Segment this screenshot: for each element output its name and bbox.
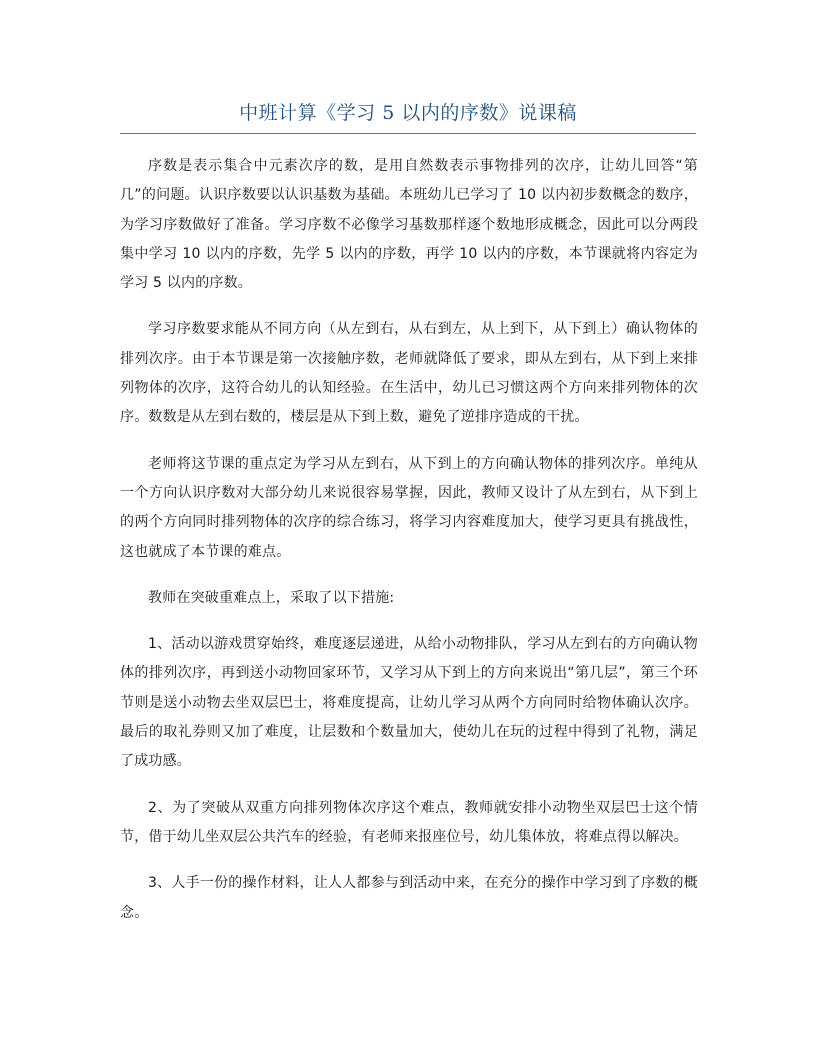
paragraph-intro: 序数是表示集合中元素次序的数，是用自然数表示事物排列的次序，让幼儿回答“第几”的问题。认识序数要以认识基数为基础。本班幼儿已学习了 10 以内初步数概念的数序，为学习序数做好了准备。学习序数不必像学习基数那样逐个数地形成概念，因此可以分两段集中学习 10 以内的序数，先学 5 以内的序数，再学 10 以内的序数，本节课就将内容定为学习 5 以内的序数。 <box>120 158 698 292</box>
paragraph-direction: 学习序数要求能从不同方向（从左到右，从右到左，从上到下，从下到上）确认物体的排列次序。由于本节课是第一次接触序数，老师就降低了要求，即从左到右，从下到上来排列物体的次序，这符合幼儿的认知经验。在生活中，幼儿已习惯这两个方向来排列物体的次序。数数是从左到右数的，楼层是从下到上数，避免了逆排序造成的干扰。 <box>120 321 698 426</box>
document-title: 中班计算《学习 5 以内的序数》说课稿 <box>239 102 577 124</box>
title-underline <box>120 133 696 134</box>
document-body <box>120 152 698 945</box>
paragraph-measure-2: 2、为了突破从双重方向排列物体次序这个难点，教师就安排小动物坐双层巴士这个情节，借于幼儿坐双层公共汽车的经验，有老师来报座位号，幼儿集体放，将难点得以解决。 <box>120 799 698 845</box>
paragraph-measure-3: 3、人手一份的操作材料，让人人都参与到活动中来，在充分的操作中学习到了序数的概念。 <box>120 875 698 921</box>
paragraph-measures-intro: 教师在突破重难点上，采取了以下措施: <box>148 589 395 606</box>
paragraph-key-points: 老师将这节课的重点定为学习从左到右，从下到上的方向确认物体的排列次序。单纯从一个方向认识序数对大部分幼儿来说很容易掌握，因此，教师又设计了从左到右，从下到上的两个方向同时排列物体的次序的综合练习，将学习内容难度加大，使学习更具有挑战性，这也就成了本节课的难点。 <box>120 455 698 560</box>
paragraph-measure-1: 1、活动以游戏贯穿始终，难度逐层递进，从给小动物排队，学习从左到右的方向确认物体的排列次序，再到送小动物回家环节，又学习从下到上的方向来说出“第几层”，第三个环节则是送小动物去坐双层巴士，将难度提高，让幼儿学习从两个方向同时给物体确认次序。最后的取礼券则又加了难度，让层数和个数量加大，使幼儿在玩的过程中得到了礼物，满足了成功感。 <box>120 636 698 770</box>
